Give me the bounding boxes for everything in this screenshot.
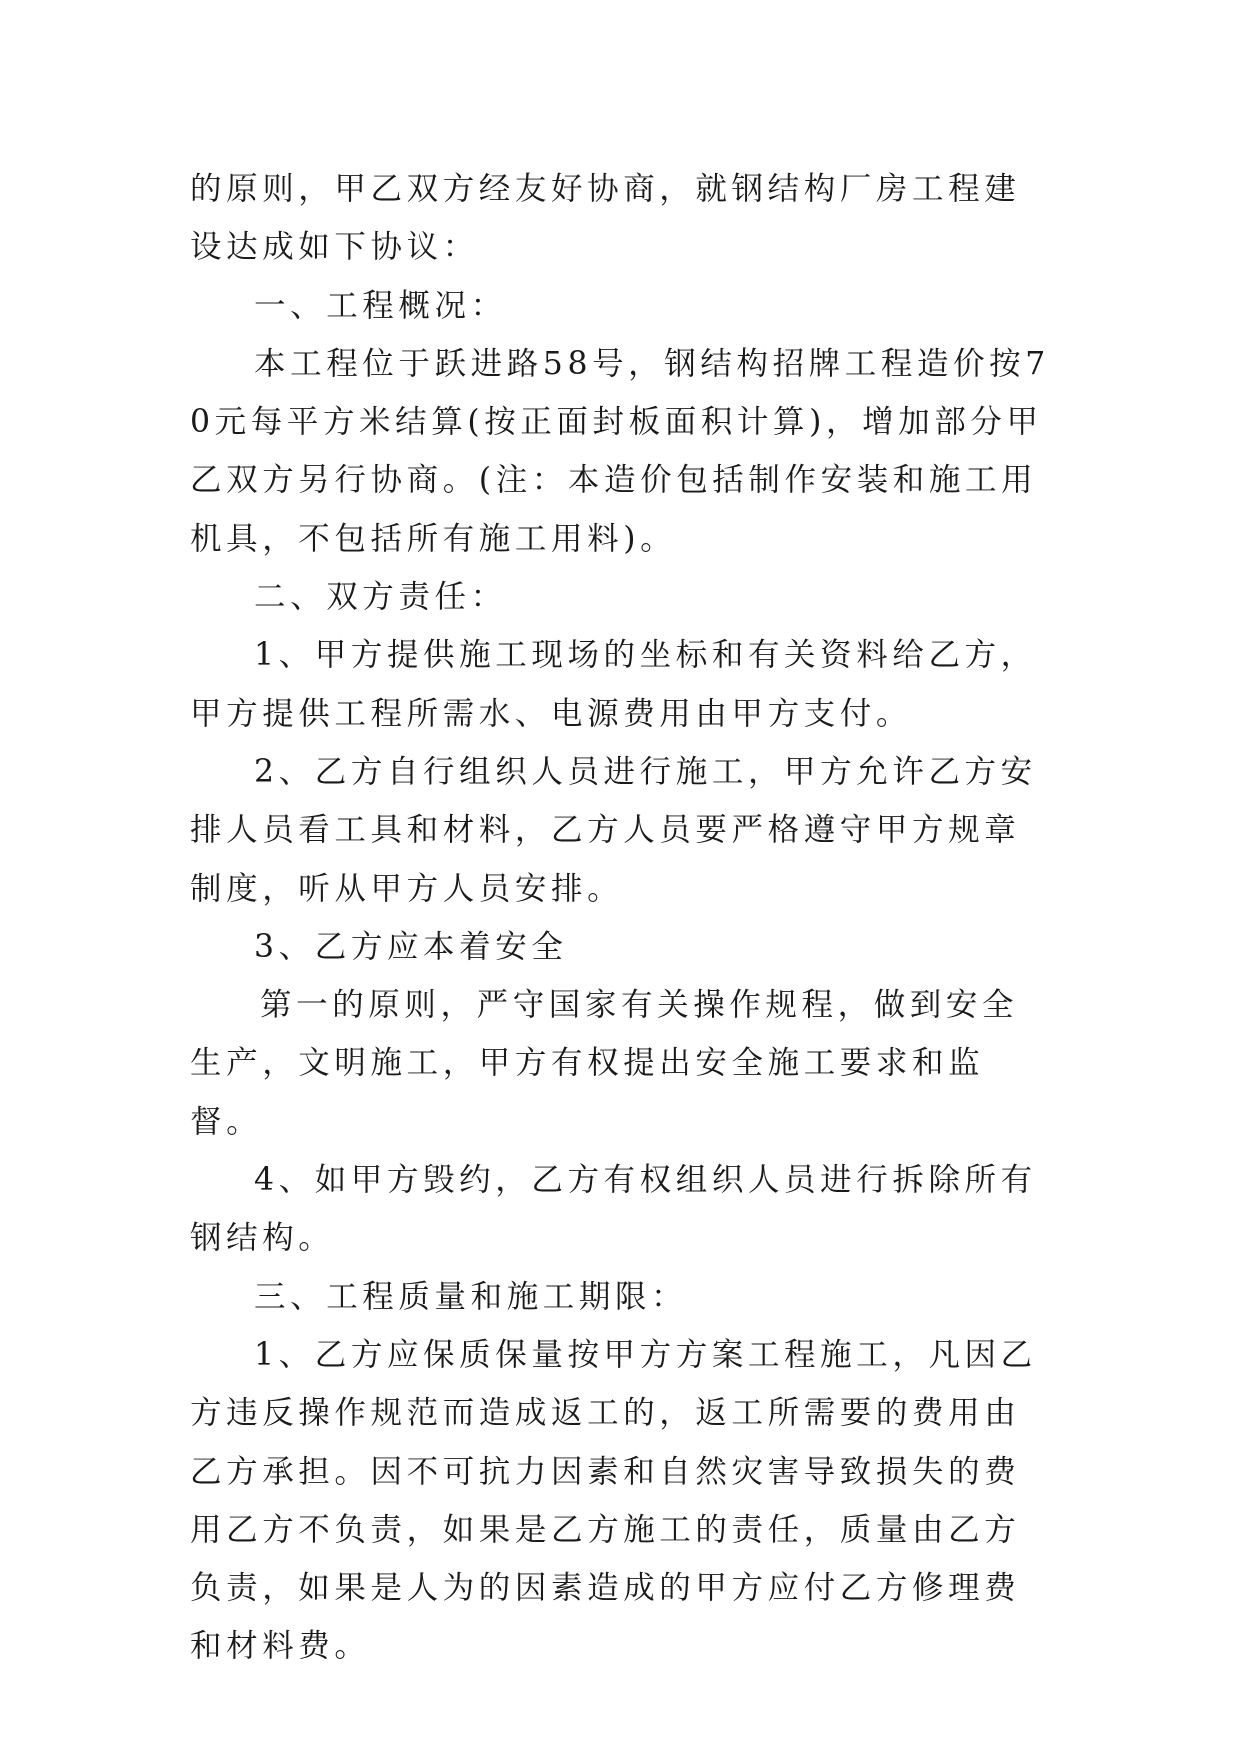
document-body bbox=[190, 160, 1050, 1676]
paragraph-responsibility-1: 1、甲方提供施工现场的坐标和有关资料给乙方，甲方提供工程所需水、电源费用由甲方支付。 bbox=[190, 637, 1037, 732]
heading-quality-period: 三、工程质量和施工期限： bbox=[254, 1278, 688, 1315]
paragraph-responsibility-3: 3、乙方应本着安全 bbox=[254, 928, 568, 965]
heading-project-overview: 一、工程概况： bbox=[254, 287, 507, 324]
paragraph-quality-1: 1、乙方应保质保量按甲方方案工程施工，凡因乙方违反操作规范而造成返工的，返工所需要的费用由乙方承担。因不可抗力因素和自然灾害导致损失的费用乙方不负责，如果是乙方施工的责任，质量由乙方负责，如果是人为的因素造成的甲方应付乙方修理费和材料费。 bbox=[190, 1336, 1037, 1665]
paragraph-intro: 的原则，甲乙双方经友好协商，就钢结构厂房工程建设达成如下协议： bbox=[190, 171, 1021, 266]
heading-responsibilities: 二、双方责任： bbox=[254, 579, 507, 616]
paragraph-project-overview: 本工程位于跃进路58号，钢结构招牌工程造价按70元每平方米结算(按正面封板面积计算)，增加部分甲乙双方另行协商。(注：本造价包括制作安装和施工用机具，不包括所有施工用料)。 bbox=[190, 345, 1050, 557]
paragraph-responsibility-4: 4、如甲方毁约，乙方有权组织人员进行拆除所有钢结构。 bbox=[190, 1162, 1037, 1257]
paragraph-safety-principle: 第一的原则，严守国家有关操作规程，做到安全生产，文明施工，甲方有权提出安全施工要求和监督。 bbox=[190, 987, 1019, 1140]
paragraph-responsibility-2: 2、乙方自行组织人员进行施工，甲方允许乙方安排人员看工具和材料，乙方人员要严格遵守甲方规章制度，听从甲方人员安排。 bbox=[190, 753, 1037, 907]
